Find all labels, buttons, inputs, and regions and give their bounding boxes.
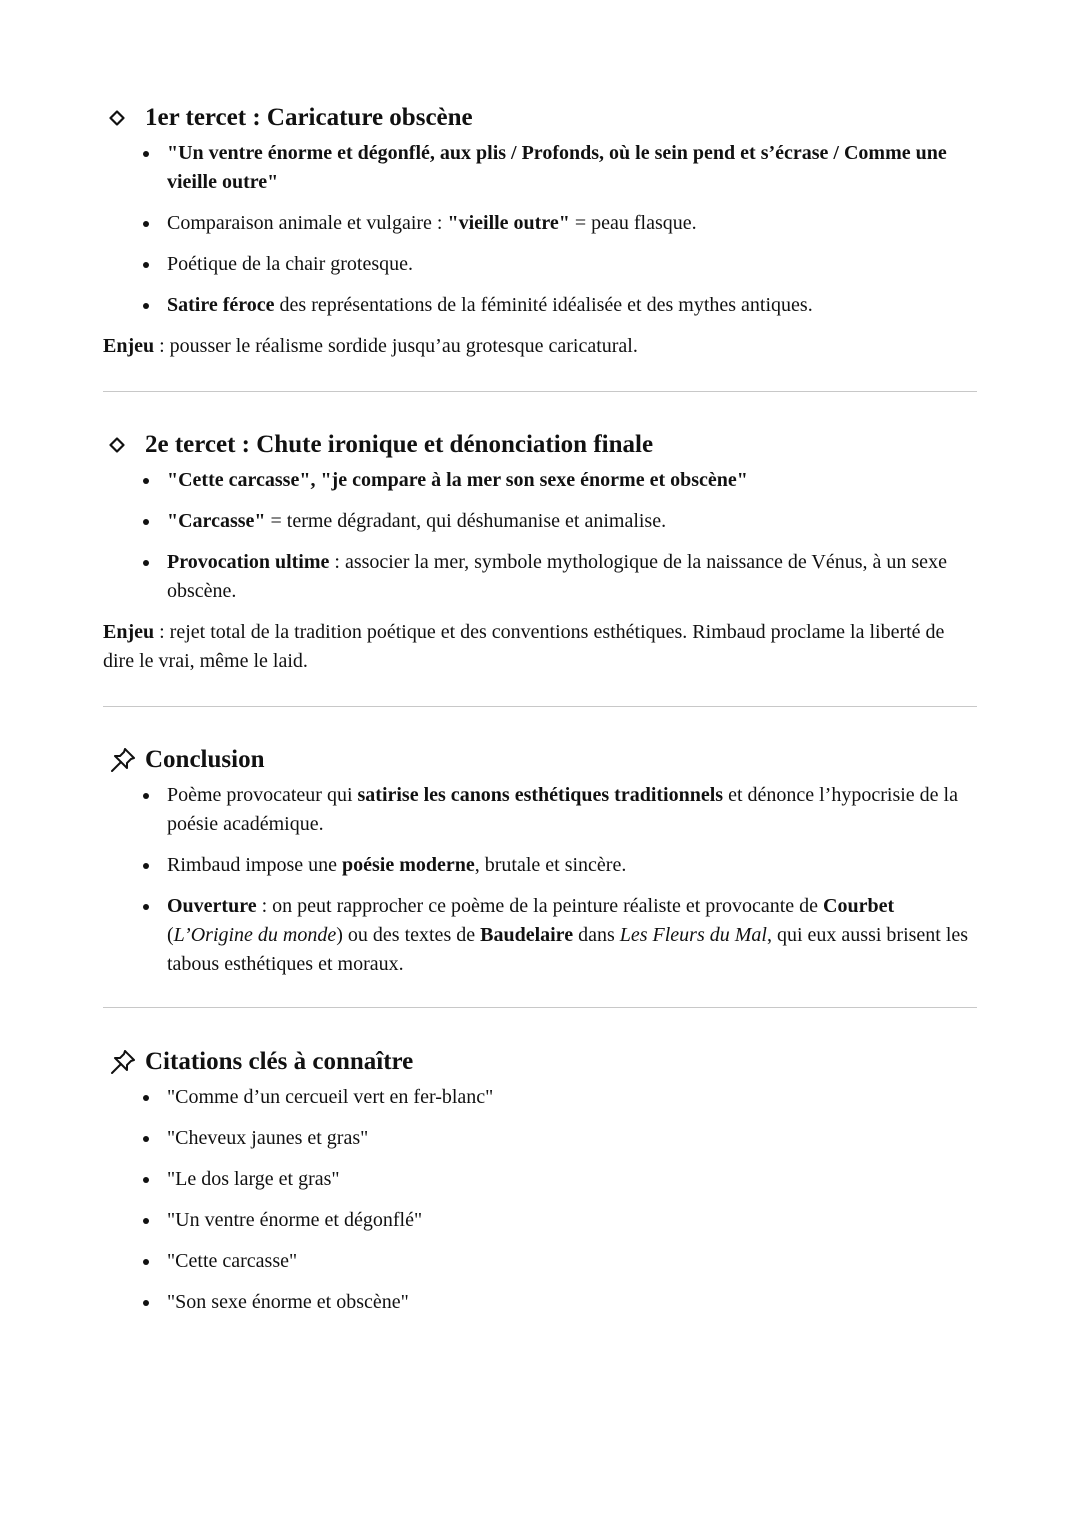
pushpin-icon	[109, 1045, 143, 1079]
pushpin-icon	[109, 743, 143, 777]
list-item: Ouverture : on peut rapprocher ce poème de la peinture réaliste et provocante de Courbet (L’Origine du monde) ou des textes de Baudelaire dans Les Fleurs du Mal, qui eux aussi brisent les tabous esthétiques et moraux.	[103, 892, 977, 979]
list-item: Rimbaud impose une poésie moderne, brutale et sincère.	[103, 851, 977, 880]
section-heading	[103, 101, 977, 135]
list-item: Satire féroce des représentations de la féminité idéalisée et des mythes antiques.	[103, 291, 977, 320]
divider	[103, 1007, 977, 1008]
list-item: Comparaison animale et vulgaire : "vieille outre" = peau flasque.	[103, 209, 977, 238]
section-citations	[103, 1045, 977, 1317]
section-heading	[103, 743, 977, 777]
enjeu-paragraph: Enjeu : rejet total de la tradition poétique et des conventions esthétiques. Rimbaud proclame la liberté de dire le vrai, même le laid.	[103, 621, 945, 672]
list-item: Provocation ultime : associer la mer, symbole mythologique de la naissance de Vénus, à un sexe obscène.	[103, 548, 977, 606]
section-heading	[103, 428, 977, 462]
list-item: Poétique de la chair grotesque.	[103, 250, 977, 279]
section-title: 1er tercet : Caricature obscène	[145, 104, 473, 131]
list-item: "Un ventre énorme et dégonflé"	[103, 1206, 977, 1235]
list-item: "Cette carcasse"	[103, 1247, 977, 1276]
bullet-list	[103, 466, 977, 606]
section-1er-tercet	[103, 101, 977, 361]
bullet-list	[103, 139, 977, 320]
bullet-list	[103, 1083, 977, 1317]
section-title: Citations clés à connaître	[145, 1048, 414, 1075]
bullet-list	[103, 781, 977, 979]
divider	[103, 391, 977, 392]
list-item: Poème provocateur qui satirise les canons esthétiques traditionnels et dénonce l’hypocrisie de la poésie académique.	[103, 781, 977, 839]
section-title: Conclusion	[145, 746, 265, 773]
list-item: "Cette carcasse", "je compare à la mer son sexe énorme et obscène"	[103, 466, 977, 495]
list-item: "Comme d’un cercueil vert en fer-blanc"	[103, 1083, 977, 1112]
list-item: "Son sexe énorme et obscène"	[103, 1288, 977, 1317]
diamond-icon	[109, 428, 143, 462]
list-item: "Carcasse" = terme dégradant, qui déshumanise et animalise.	[103, 507, 977, 536]
section-2e-tercet	[103, 428, 977, 676]
section-title: 2e tercet : Chute ironique et dénonciation finale	[145, 431, 654, 458]
list-item: "Cheveux jaunes et gras"	[103, 1124, 977, 1153]
section-conclusion	[103, 743, 977, 979]
list-item: "Le dos large et gras"	[103, 1165, 977, 1194]
diamond-icon	[109, 101, 143, 135]
section-heading	[103, 1045, 977, 1079]
enjeu-paragraph: Enjeu : pousser le réalisme sordide jusqu’au grotesque caricatural.	[103, 335, 638, 357]
list-item: "Un ventre énorme et dégonflé, aux plis / Profonds, où le sein pend et s’écrase / Comme une vieille outre"	[103, 139, 977, 197]
divider	[103, 706, 977, 707]
